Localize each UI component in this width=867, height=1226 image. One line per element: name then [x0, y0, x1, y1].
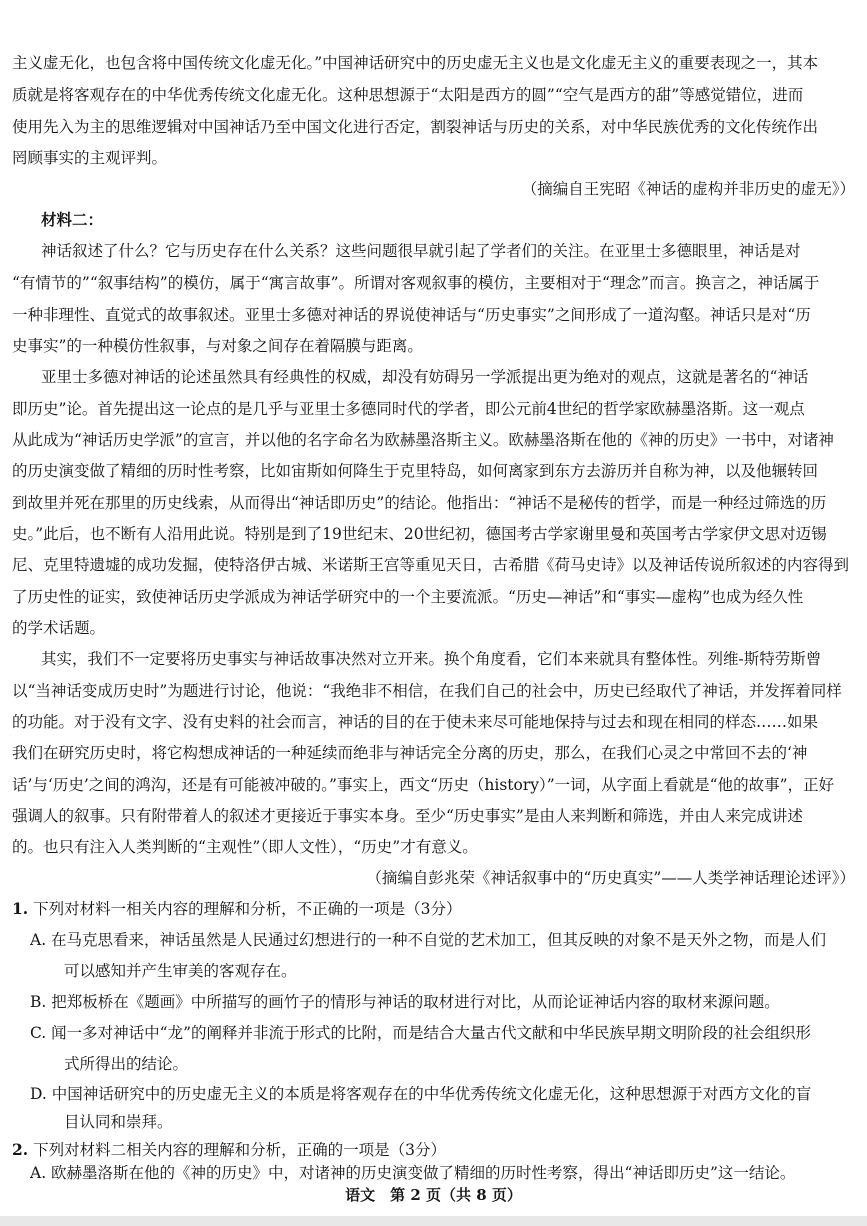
text-line: 其实，我们不一定要将历史事实与神话故事决然对立开来。换个角度看，它们本来就具有整体性。列维-斯特劳斯曾 — [41, 650, 822, 668]
text-line: “有情节的”“叙事结构”的模仿，属于“寓言故事”。所谓对客观叙事的模仿，主要相对于“理念”而言。换言之，神话属于 — [12, 274, 820, 292]
text-line: 的功能。对于没有文字、没有史料的社会而言，神话的目的在于使未来尽可能地保持与过去和现在相同的样态……如果 — [12, 713, 819, 731]
text-line: 话’与‘历史’之间的鸿沟，还是有可能被冲破的。”事实上，西文“历史（history）”一词，从字面上看就是“他的故事”，正好 — [12, 776, 835, 794]
option-a-continued: 可以感知并产生审美的客观存在。 — [64, 962, 297, 980]
text-line: 史。”此后，也不断有人沿用此说。特别是到了19世纪末、20世纪初，德国考古学家谢里曼和英国考古学家伊文思对迈锡 — [12, 525, 827, 543]
question-text: 下列对材料一相关内容的理解和分析，不正确的一项是（3分） — [33, 900, 462, 918]
question-number: 2. — [12, 1140, 29, 1159]
option-a: A. 欧赫墨洛斯在他的《神的历史》中，对诸神的历史演变做了精细的历时性考察，得出“神话即历史”这一结论。 — [30, 1164, 796, 1182]
text-line: 的。也只有注入人类判断的“主观性”（即人文性），“历史”才有意义。 — [12, 838, 478, 856]
text-line: 我们在研究历史时，将它构想成神话的一种延续而绝非与神话完全分离的历史，那么，在我们心灵之中常回不去的‘神 — [12, 744, 808, 762]
text-line: 使用先入为主的思维逻辑对中国神话乃至中国文化进行否定，割裂神话与历史的关系，对中华民族优秀的文化传统作出 — [12, 118, 819, 136]
text-line: 到故里并死在那里的历史线索，从而得出“神话即历史”的结论。他指出：“神话不是秘传的哲学，而是一种经过筛选的历 — [12, 494, 827, 512]
source-citation: （摘编自王宪昭《神话的虚构并非历史的虚无》） — [521, 180, 855, 198]
page-bottom-edge — [0, 1216, 867, 1226]
option-c: C. 闻一多对神话中“龙”的阐释并非流于形式的比附，而是结合大量古代文献和中华民族早期文明阶段的社会组织形 — [30, 1024, 812, 1042]
text-line: 从此成为“神话历史学派”的宣言，并以他的名字命名为欧赫墨洛斯主义。欧赫墨洛斯在他的《神的历史》一书中，对诸神 — [12, 431, 834, 449]
text-line: 罔顾事实的主观评判。 — [12, 149, 168, 167]
source-citation: （摘编自彭兆荣《神话叙事中的“历史真实”——人类学神话理论述评》） — [366, 869, 855, 887]
text-line: 强调人的叙事。只有附带着人的叙述才更接近于事实本身。至少“历史事实”是由人来判断和筛选，并由人来完成讲述 — [12, 807, 803, 825]
text-line: 即历史”论。首先提出这一论点的是几乎与亚里士多德同时代的学者，即公元前4世纪的哲学家欧赫墨洛斯。这一观点 — [12, 400, 805, 418]
option-b: B. 把郑板桥在《题画》中所描写的画竹子的情形与神话的取材进行对比，从而论证神话内容的取材来源问题。 — [30, 993, 780, 1011]
text-line: 以“当神话变成历史时”为题进行讨论，他说：“我绝非不相信，在我们自己的社会中，历史已经取代了神话，并发挥着同样 — [12, 682, 842, 700]
option-d-continued: 目认同和崇拜。 — [64, 1113, 173, 1131]
page-footer: 语文 第 2 页（共 8 页） — [345, 1186, 522, 1204]
text-line: 的学术话题。 — [12, 619, 106, 637]
question-1-stem — [12, 899, 859, 919]
option-a: A. 在马克思看来，神话虽然是人民通过幻想进行的一种不自觉的艺术加工，但其反映的对象不是天外之物，而是人们 — [30, 931, 827, 949]
text-line: 尼、克里特遗墟的成功发掘，使特洛伊古城、米诺斯王宫等重见天日，古希腊《荷马史诗》以及神话传说所叙述的内容得到 — [12, 556, 850, 574]
option-d: D. 中国神话研究中的历史虚无主义的本质是将客观存在的中华优秀传统文化虚无化，这种思想源于对西方文化的盲 — [30, 1085, 812, 1103]
text-line: 一种非理性、直觉式的故事叙述。亚里士多德对神话的界说使神话与“历史事实”之间形成了一道沟壑。神话只是对“历 — [12, 306, 811, 324]
text-line: 神话叙述了什么？它与历史存在什么关系？这些问题很早就引起了学者们的关注。在亚里士多德眼里，神话是对 — [41, 242, 801, 260]
question-2-stem — [12, 1140, 859, 1160]
text-line: 的历史演变做了精细的历时性考察，比如宙斯如何降生于克里特岛，如何离家到东方去游历并自称为神，以及他辗转回 — [12, 462, 819, 480]
text-line: 亚里士多德对神话的论述虽然具有经典性的权威，却没有妨碍另一学派提出更为绝对的观点，这就是著名的“神话 — [41, 368, 809, 386]
text-line: 主义虚无化，也包含将中国传统文化虚无化。”中国神话研究中的历史虚无主义也是文化虚无主义的重要表现之一，其本 — [12, 54, 819, 72]
text-line: 质就是将客观存在的中华优秀传统文化虚无化。这种思想源于“太阳是西方的圆”“空气是西方的甜”等感觉错位，进而 — [12, 86, 804, 104]
question-text: 下列对材料二相关内容的理解和分析，正确的一项是（3分） — [33, 1141, 446, 1159]
text-line: 了历史性的证实，致使神话历史学派成为神话学研究中的一个主要流派。“历史—神话”和“事实—虚构”也成为经久性 — [12, 588, 804, 606]
section-heading: 材料二： — [41, 210, 104, 229]
option-c-continued: 式所得出的结论。 — [64, 1055, 189, 1073]
question-number: 1. — [12, 899, 29, 918]
text-line: 史事实”的一种模仿性叙事，与对象之间存在着隔膜与距离。 — [12, 337, 423, 355]
